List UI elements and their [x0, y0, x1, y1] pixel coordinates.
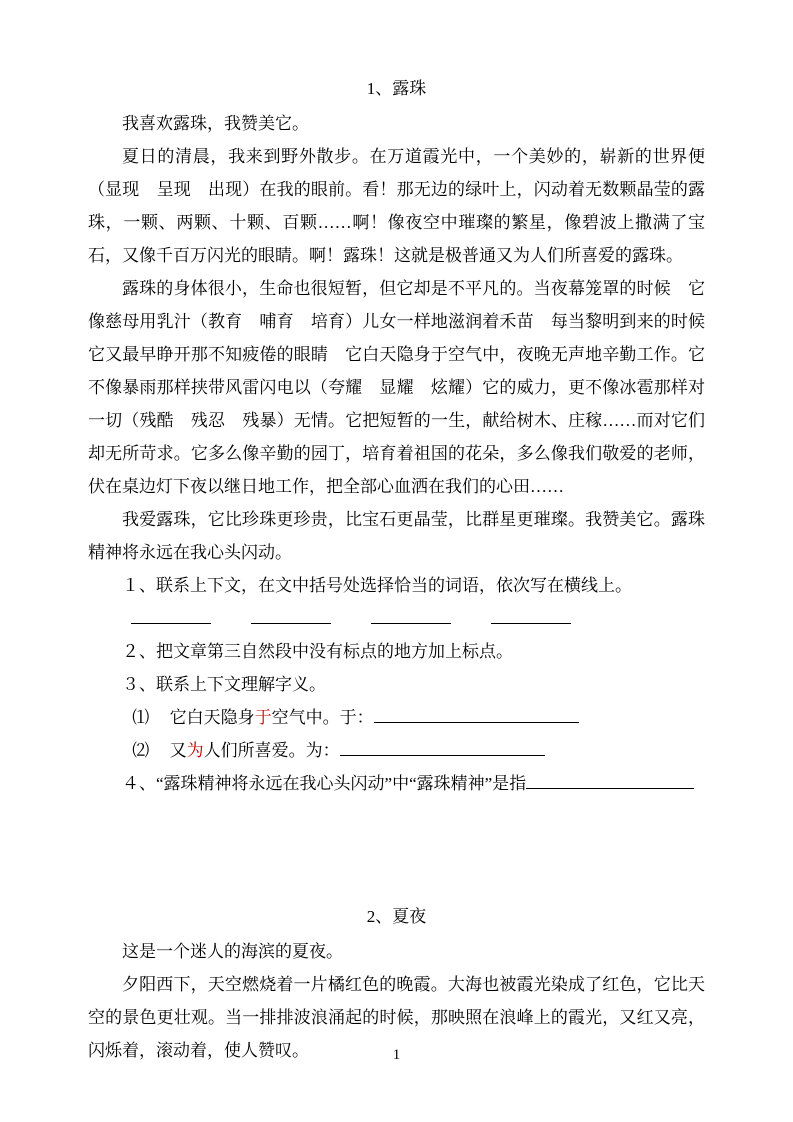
question-4 [88, 767, 705, 800]
answer-blank-1 [131, 605, 211, 624]
answer-blank [340, 737, 545, 756]
item-text-pre: 它白天隐身 [169, 708, 255, 727]
section1-paragraph-4: 我爱露珠，它比珍珠更珍贵，比宝石更晶莹，比群星更璀璨。我赞美它。露珠精神将永远在我心头闪动。 [88, 510, 705, 562]
section1-paragraph-2: 夏日的清晨，我来到野外散步。在万道霞光中，一个美妙的，崭新的世界便（显现 呈现 出现）在我的眼前。看！那无边的绿叶上，闪动着无数颗晶莹的露珠，一颗、两颗、十颗、百颗……啊！像夜空中璀璨的繁星，像碧波上撒满了宝石，又像千百万闪光的眼睛。啊！露珠！这就是极普通又为人们所喜爱的露珠。 [88, 147, 705, 265]
section2-paragraph-1: 这是一个迷人的海滨的夏夜。 [122, 942, 343, 961]
answer-blank-3 [371, 605, 451, 624]
answer-blank-2 [251, 605, 331, 624]
item-text-post: 空气中。于： [271, 708, 374, 727]
item-text-post: 人们所喜爱。为： [203, 741, 340, 760]
section1-paragraph-1: 我喜欢露珠，我赞美它。 [122, 114, 309, 133]
item-number: ⑵ [132, 741, 150, 760]
question-1: １、联系上下文，在文中括号处选择恰当的词语，依次写在横线上。 [122, 576, 632, 595]
highlighted-char: 于 [254, 708, 272, 727]
question-1-answer-blanks [88, 602, 705, 635]
section2-title: 2、夏夜 [366, 907, 427, 926]
question-2: ２、把文章第三自然段中没有标点的地方加上标点。 [122, 642, 513, 661]
answer-blank [374, 704, 579, 723]
item-text-pre: 又 [169, 741, 187, 760]
page-number: 1 [392, 1047, 401, 1063]
question-4-text: ４、“露珠精神将永远在我心头闪动”中“露珠精神”是指 [122, 774, 527, 793]
question-3-item-1 [88, 701, 705, 734]
question-3-item-2 [88, 734, 705, 767]
answer-blank [526, 770, 694, 789]
section2-paragraph-2: 夕阳西下，天空燃烧着一片橘红色的晚霞。大海也被霞光染成了红色，它比天空的景色更壮观。当一排排波浪涌起的时候，那映照在浪峰上的霞光，又红又亮，闪烁着，滚动着，使人赞叹。 [88, 975, 705, 1060]
item-number: ⑴ [132, 708, 150, 727]
section1-paragraph-3: 露珠的身体很小，生命也很短暂，但它却是不平凡的。当夜幕笼罩的时候 它像慈母用乳汁（教育 哺育 培育）儿女一样地滋润着禾苗 每当黎明到来的时候 它又最早睁开那不知疲倦的眼睛 它白天隐身于空气中，夜晚无声地辛勤工作。它不像暴雨那样挟带风雷闪电以（夸耀 显耀 炫耀）它的威力，更不像冰雹那样对一切（残酷 残忍 残暴）无情。它把短暂的一生，献给树木、庄稼……而对它们却无所苛求。它多么像辛勤的园丁，培育着祖国的花朵，多么像我们敬爱的老师，伏在桌边灯下夜以继日地工作，把全部心血洒在我们的心田…… [88, 279, 722, 496]
highlighted-char: 为 [186, 741, 204, 760]
answer-blank-4 [491, 605, 571, 624]
question-3: ３、联系上下文理解字义。 [122, 675, 326, 694]
section1-title: 1、露珠 [366, 79, 427, 98]
